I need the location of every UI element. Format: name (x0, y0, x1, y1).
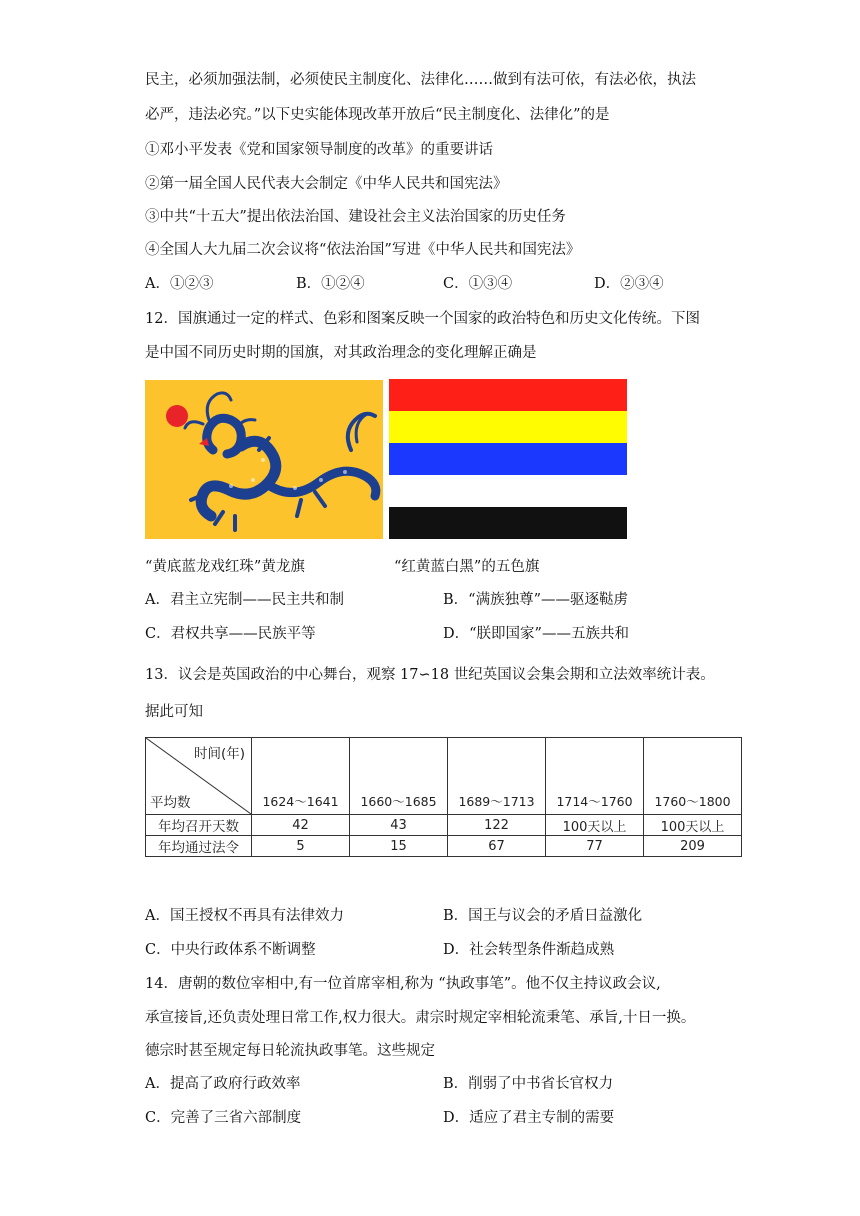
q14-stem-line2: 承宣接旨,还负责处理日常工作,权力很大。肃宗时规定宰相轮流秉笔、承旨,十日一换。 (145, 1010, 696, 1026)
q12-stem-line2: 是中国不同历史时期的国旗，对其政治理念的变化理解正确是 (145, 345, 537, 361)
stripe-black (389, 507, 627, 539)
five-color-flag (389, 379, 627, 539)
stripe-white (389, 475, 627, 507)
table-header-period: 1660～1685 (350, 738, 448, 815)
table-cell: 209 (644, 836, 742, 857)
table-header-period: 1760～1800 (644, 738, 742, 815)
table-cell: 15 (350, 836, 448, 857)
q11-stem-line1: 民主，必须加强法制，必须使民主制度化、法律化……做到有法可依，有法必依，执法 (145, 72, 696, 88)
yellow-dragon-flag (145, 380, 383, 539)
table-cell: 5 (252, 836, 350, 857)
dragon-flag-caption: “黄底蓝龙戏红珠”黄龙旗 (145, 559, 305, 575)
table-cell: 100天以上 (644, 815, 742, 836)
q11-option-b[interactable]: B．①②④ (296, 276, 365, 292)
q12-option-c[interactable]: C．君权共享——民族平等 (145, 626, 316, 642)
q13-stem-line1: 13．议会是英国政治的中心舞台，观察 17∽18 世纪英国议会集会期和立法效率统计表。 (145, 667, 715, 683)
red-pearl-icon (166, 405, 188, 427)
q11-item-3: ③中共“十五大”提出依法治国、建设社会主义法治国家的历史任务 (145, 209, 566, 225)
q13-option-b[interactable]: B．国王与议会的矛盾日益激化 (443, 908, 643, 924)
table-corner-time: 时间(年) (193, 746, 245, 762)
table-corner-cell (146, 738, 252, 815)
stripe-yellow (389, 411, 627, 443)
table-header-period: 1689～1713 (448, 738, 546, 815)
q13-option-c[interactable]: C．中央行政体系不断调整 (145, 942, 316, 958)
q11-item-4: ④全国人大九届二次会议将“依法治国”写进《中华人民共和国宪法》 (145, 242, 581, 258)
q12-option-a[interactable]: A．君主立宪制——民主共和制 (145, 592, 344, 608)
table-cell: 42 (252, 815, 350, 836)
q11-item-1: ①邓小平发表《党和国家领导制度的改革》的重要讲话 (145, 142, 493, 158)
q12-stem-line1: 12．国旗通过一定的样式、色彩和图案反映一个国家的政治特色和历史文化传统。下图 (145, 311, 700, 327)
q13-option-d[interactable]: D．社会转型条件渐趋成熟 (443, 942, 615, 958)
table-header-period: 1714～1760 (546, 738, 644, 815)
table-cell: 122 (448, 815, 546, 836)
table-header-period: 1624～1641 (252, 738, 350, 815)
q14-option-b[interactable]: B．削弱了中书省长官权力 (443, 1076, 614, 1092)
q11-option-c[interactable]: C．①③④ (443, 276, 513, 292)
stripe-red (389, 379, 627, 411)
q14-option-d[interactable]: D．适应了君主专制的需要 (443, 1110, 615, 1126)
q14-stem-line1: 14．唐朝的数位宰相中,有一位首席宰相,称为 “执政事笔”。他不仅主持议政会议, (145, 976, 661, 992)
table-cell: 100天以上 (546, 815, 644, 836)
q14-stem-line3: 德宗时甚至规定每日轮流执政事笔。这些规定 (145, 1043, 435, 1059)
q13-option-a[interactable]: A．国王授权不再具有法律效力 (145, 908, 344, 924)
table-cell: 67 (448, 836, 546, 857)
table-corner-average: 平均数 (150, 795, 191, 811)
table-row-label: 年均通过法令 (146, 836, 252, 857)
q14-option-c[interactable]: C．完善了三省六部制度 (145, 1110, 302, 1126)
q11-option-d[interactable]: D．②③④ (594, 276, 664, 292)
table-row (146, 815, 742, 836)
q11-option-a[interactable]: A．①②③ (145, 276, 214, 292)
q13-stem-line2: 据此可知 (145, 704, 203, 720)
q11-item-2: ②第一届全国人民代表大会制定《中华人民共和国宪法》 (145, 176, 508, 192)
stripe-blue (389, 443, 627, 475)
table-row (146, 836, 742, 857)
parliament-stats-table (145, 737, 742, 857)
q12-option-b[interactable]: B．“满族独尊”——驱逐鞑虏 (443, 592, 628, 608)
five-color-flag-caption: “红黄蓝白黑”的五色旗 (394, 559, 540, 575)
table-cell: 77 (546, 836, 644, 857)
table-cell: 43 (350, 815, 448, 836)
q12-option-d[interactable]: D．“朕即国家”——五族共和 (443, 626, 629, 642)
table-row-label: 年均召开天数 (146, 815, 252, 836)
q11-stem-line2: 必严，违法必究。”以下史实能体现改革开放后“民主制度化、法律化”的是 (145, 107, 610, 123)
q14-option-a[interactable]: A．提高了政府行政效率 (145, 1076, 301, 1092)
